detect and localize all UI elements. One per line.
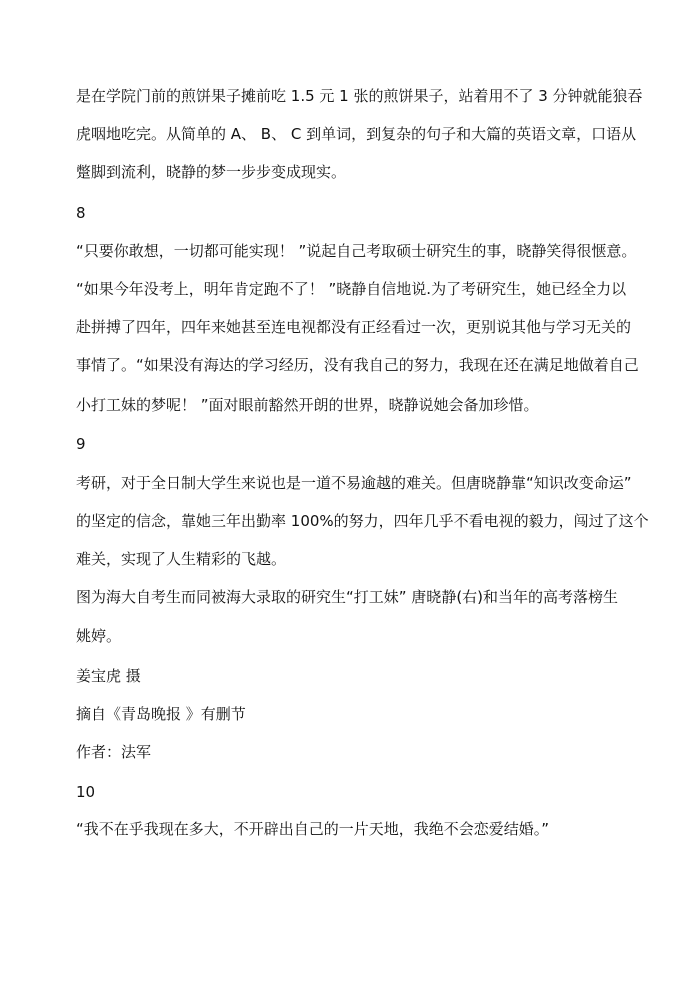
- text-line: 虎咽地吃完。从简单的 A、 B、 C 到单词，到复杂的句子和大篇的英语文章，口语从: [76, 125, 637, 143]
- text-line: 考研，对于全日制大学生来说也是一道不易逾越的难关。但唐晓静靠“知识改变命运”: [76, 474, 632, 492]
- section-number: 8: [76, 204, 86, 222]
- text-line: 蹩脚到流利，晓静的梦一步步变成现实。: [76, 163, 347, 181]
- text-line: 难关，实现了人生精彩的飞越。: [76, 550, 287, 568]
- author-line: 作者：法军: [76, 743, 152, 761]
- section-number: 9: [76, 435, 86, 453]
- caption-line: 姚婷。: [76, 627, 122, 645]
- text-line: “如果今年没考上，明年肯定跑不了！ ”晓静自信地说.为了考研究生，她已经全力以: [76, 280, 627, 298]
- text-line: 事情了。“如果没有海达的学习经历，没有我自己的努力，我现在还在满足地做着自己: [76, 356, 639, 374]
- text-line: 是在学院门前的煎饼果子摊前吃 1.5 元 1 张的煎饼果子，站着用不了 3 分钟就能狼吞: [76, 87, 643, 105]
- source-line: 摘自《青岛晚报 》有删节: [76, 705, 246, 723]
- text-line: 赴拼搏了四年，四年来她甚至连电视都没有正经看过一次，更别说其他与学习无关的: [76, 318, 632, 336]
- text-line: 的坚定的信念，靠她三年出勤率 100%的努力，四年几乎不看电视的毅力，闯过了这个: [76, 512, 649, 530]
- caption-line: 图为海大自考生而同被海大录取的研究生“打工妹” 唐晓静(右)和当年的高考落榜生: [76, 588, 619, 606]
- photo-credit: 姜宝虎 摄: [76, 667, 141, 685]
- text-line: 小打工妹的梦呢！ ”面对眼前豁然开朗的世界，晓静说她会备加珍惜。: [76, 396, 539, 414]
- section-number: 10: [76, 783, 96, 801]
- text-line: “我不在乎我现在多大，不开辟出自己的一片天地，我绝不会恋爱结婚。”: [76, 820, 550, 838]
- text-line: “只要你敢想，一切都可能实现！ ”说起自己考取硕士研究生的事，晓静笑得很惬意。: [76, 242, 637, 260]
